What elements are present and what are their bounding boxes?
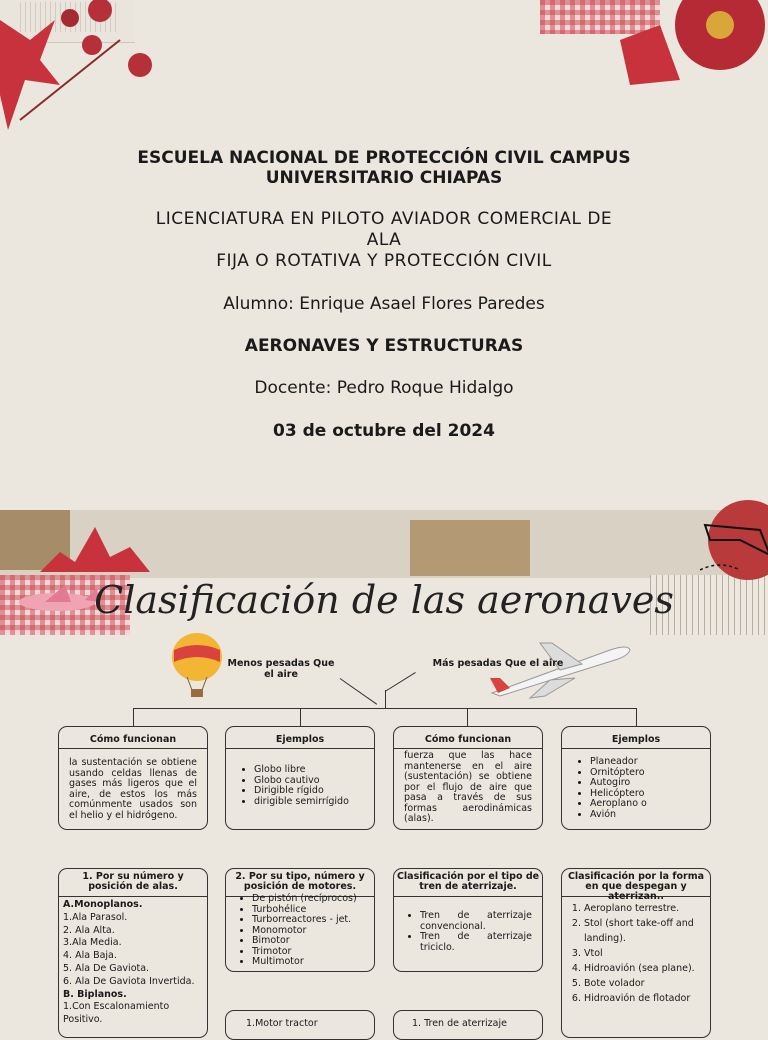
- list-item: 2. Stol (short take-off and landing).: [584, 916, 706, 946]
- monoplanes-label: A.Monoplanos.: [63, 899, 143, 910]
- how-it-works-heavier-box: [393, 726, 543, 830]
- list-item: • Planeador: [590, 757, 700, 768]
- heavier-than-air-label: Más pesadas Que el aire: [432, 658, 564, 669]
- degree-name: [0, 209, 768, 272]
- gear-list: [402, 911, 532, 953]
- list-item: • Tren de aterrizaje triciclo.: [420, 932, 532, 953]
- school-line-1: ESCUELA NACIONAL DE PROTECCIÓN CIVIL CAMPUS: [137, 148, 631, 168]
- list-item: • Turborreactores - jet.: [252, 915, 366, 926]
- box-title: Ejemplos: [226, 727, 374, 749]
- list-item: 5. Ala De Gaviota.: [63, 962, 150, 974]
- connector-trunk: [385, 690, 386, 708]
- list-item: • Tren de aterrizaje convencional.: [420, 911, 532, 932]
- red-flower-icon: [620, 0, 768, 90]
- box-text: 1.Motor tractor: [246, 1018, 318, 1029]
- list-item: • Ornitóptero: [590, 768, 700, 779]
- landing-gear-box: [393, 868, 543, 972]
- list-item: • Autogiro: [590, 778, 700, 789]
- takeoff-landing-box: [561, 868, 711, 1038]
- examples-lighter-box: [225, 726, 375, 830]
- examples-lighter-list: [236, 765, 364, 807]
- connector-left-diagonal: [340, 678, 377, 705]
- section-title: Clasificación de las aeronaves: [94, 578, 674, 622]
- list-item: • Turbohélice: [252, 905, 366, 916]
- list-item: 1. Aeroplano terrestre.: [584, 901, 706, 916]
- connector-right-diagonal: [385, 672, 416, 692]
- biplanes-label: B. Biplanos.: [63, 988, 127, 1000]
- box-text: la sustentación se obtiene usando celdas llenas de gases más ligeros que el aire, de estos los más comúnmente usados son el helio y el hidrógeno.: [69, 757, 197, 821]
- box-title: Ejemplos: [562, 727, 710, 749]
- list-item: • Trimotor: [252, 947, 366, 958]
- document-date: 03 de octubre del 2024: [273, 421, 495, 441]
- list-item: 1.Con Escalonamiento Positivo.: [63, 1001, 170, 1026]
- lighter-than-air-label: Menos pesadas Que el aire: [227, 658, 335, 680]
- box-title: Clasificación por el tipo de tren de aterrizaje.: [394, 869, 542, 897]
- list-item: 3.Ala Media.: [63, 937, 122, 949]
- list-item: 6. Ala De Gaviota Invertida.: [63, 975, 195, 987]
- teacher-name: Docente: Pedro Roque Hidalgo: [254, 378, 514, 398]
- airliner-icon: [490, 638, 635, 700]
- connector-drop-2: [300, 708, 301, 726]
- student-name: Alumno: Enrique Asael Flores Paredes: [223, 294, 545, 314]
- red-circle-plane-icon: [700, 495, 768, 585]
- how-it-works-lighter-box: [58, 726, 208, 830]
- box-title: 1. Por su número y posición de alas.: [59, 869, 207, 897]
- list-item: 2. Ala Alta.: [63, 924, 115, 936]
- box-title: Clasificación por la forma en que despegan y aterrizan..: [562, 869, 710, 897]
- box-text: fuerza que las hace mantenerse en el aire (sustentación) se obtiene por el flujo de aire que pasa a través de sus formas aerodinámicas (alas).: [404, 750, 532, 824]
- list-item: 6. Hidroavión de flotador: [584, 991, 706, 1006]
- motors-list: [234, 894, 366, 968]
- list-item: 5. Bote volador: [584, 976, 706, 991]
- list-item: 1.Ala Parasol.: [63, 911, 128, 923]
- box-list-wrap: [562, 897, 710, 1006]
- landing-gear-detail-box: [393, 1010, 543, 1040]
- list-item: • Multimotor: [252, 957, 366, 968]
- box-list-wrap: [226, 749, 374, 813]
- degree-line-1: LICENCIATURA EN PILOTO AVIADOR COMERCIAL DE: [155, 209, 613, 229]
- connector-drop-4: [636, 708, 637, 726]
- connector-drop-1: [133, 708, 134, 726]
- list-item: • Avión: [590, 810, 700, 821]
- list-item: • dirigible semirrígido: [254, 797, 364, 808]
- list-item: • Monomotor: [252, 926, 366, 937]
- list-item: • Globo libre: [254, 765, 364, 776]
- list-item: • Globo cautivo: [254, 776, 364, 787]
- degree-line-2: ALA: [366, 230, 402, 250]
- box-body: [59, 897, 207, 1029]
- list-item: 3. Vtol: [584, 946, 706, 961]
- red-leaf-icon: [40, 522, 150, 578]
- box-list-wrap: [394, 897, 542, 953]
- motor-tractor-box: [225, 1010, 375, 1040]
- connector-drop-3: [467, 708, 468, 726]
- motors-classification-box: [225, 868, 375, 972]
- list-item: 4. Ala Baja.: [63, 950, 117, 962]
- box-title: 2. Por su tipo, número y posición de motores.: [226, 869, 374, 897]
- red-dried-flower-icon: [0, 0, 170, 140]
- list-item: 4. Hidroavión (sea plane).: [584, 961, 706, 976]
- school-line-2: UNIVERSITARIO CHIAPAS: [265, 168, 503, 188]
- list-item: • De pistón (recíprocos): [252, 894, 366, 905]
- degree-line-3: FIJA O ROTATIVA Y PROTECCIÓN CIVIL: [216, 251, 552, 271]
- subject-title: AERONAVES Y ESTRUCTURAS: [244, 336, 524, 356]
- list-item: • Helicóptero: [590, 789, 700, 800]
- wings-classification-box: [58, 868, 208, 1038]
- list-item: • Aeroplano o: [590, 799, 700, 810]
- list-item: • Dirigible rígido: [254, 786, 364, 797]
- connector-horizontal: [133, 708, 637, 709]
- school-name: [0, 148, 768, 188]
- examples-heavier-box: [561, 726, 711, 830]
- hot-air-balloon-icon: [170, 632, 225, 700]
- box-list-wrap: [562, 749, 710, 826]
- takeoff-list: [566, 901, 706, 1006]
- list-item: • Bimotor: [252, 936, 366, 947]
- examples-heavier-list: [572, 757, 700, 820]
- box-text: 1. Tren de aterrizaje: [412, 1018, 507, 1029]
- box-title: Cómo funcionan: [59, 727, 207, 749]
- box-list-wrap: [226, 894, 374, 968]
- kraft-paper-patch: [410, 520, 530, 576]
- box-title: Cómo funcionan: [394, 727, 542, 749]
